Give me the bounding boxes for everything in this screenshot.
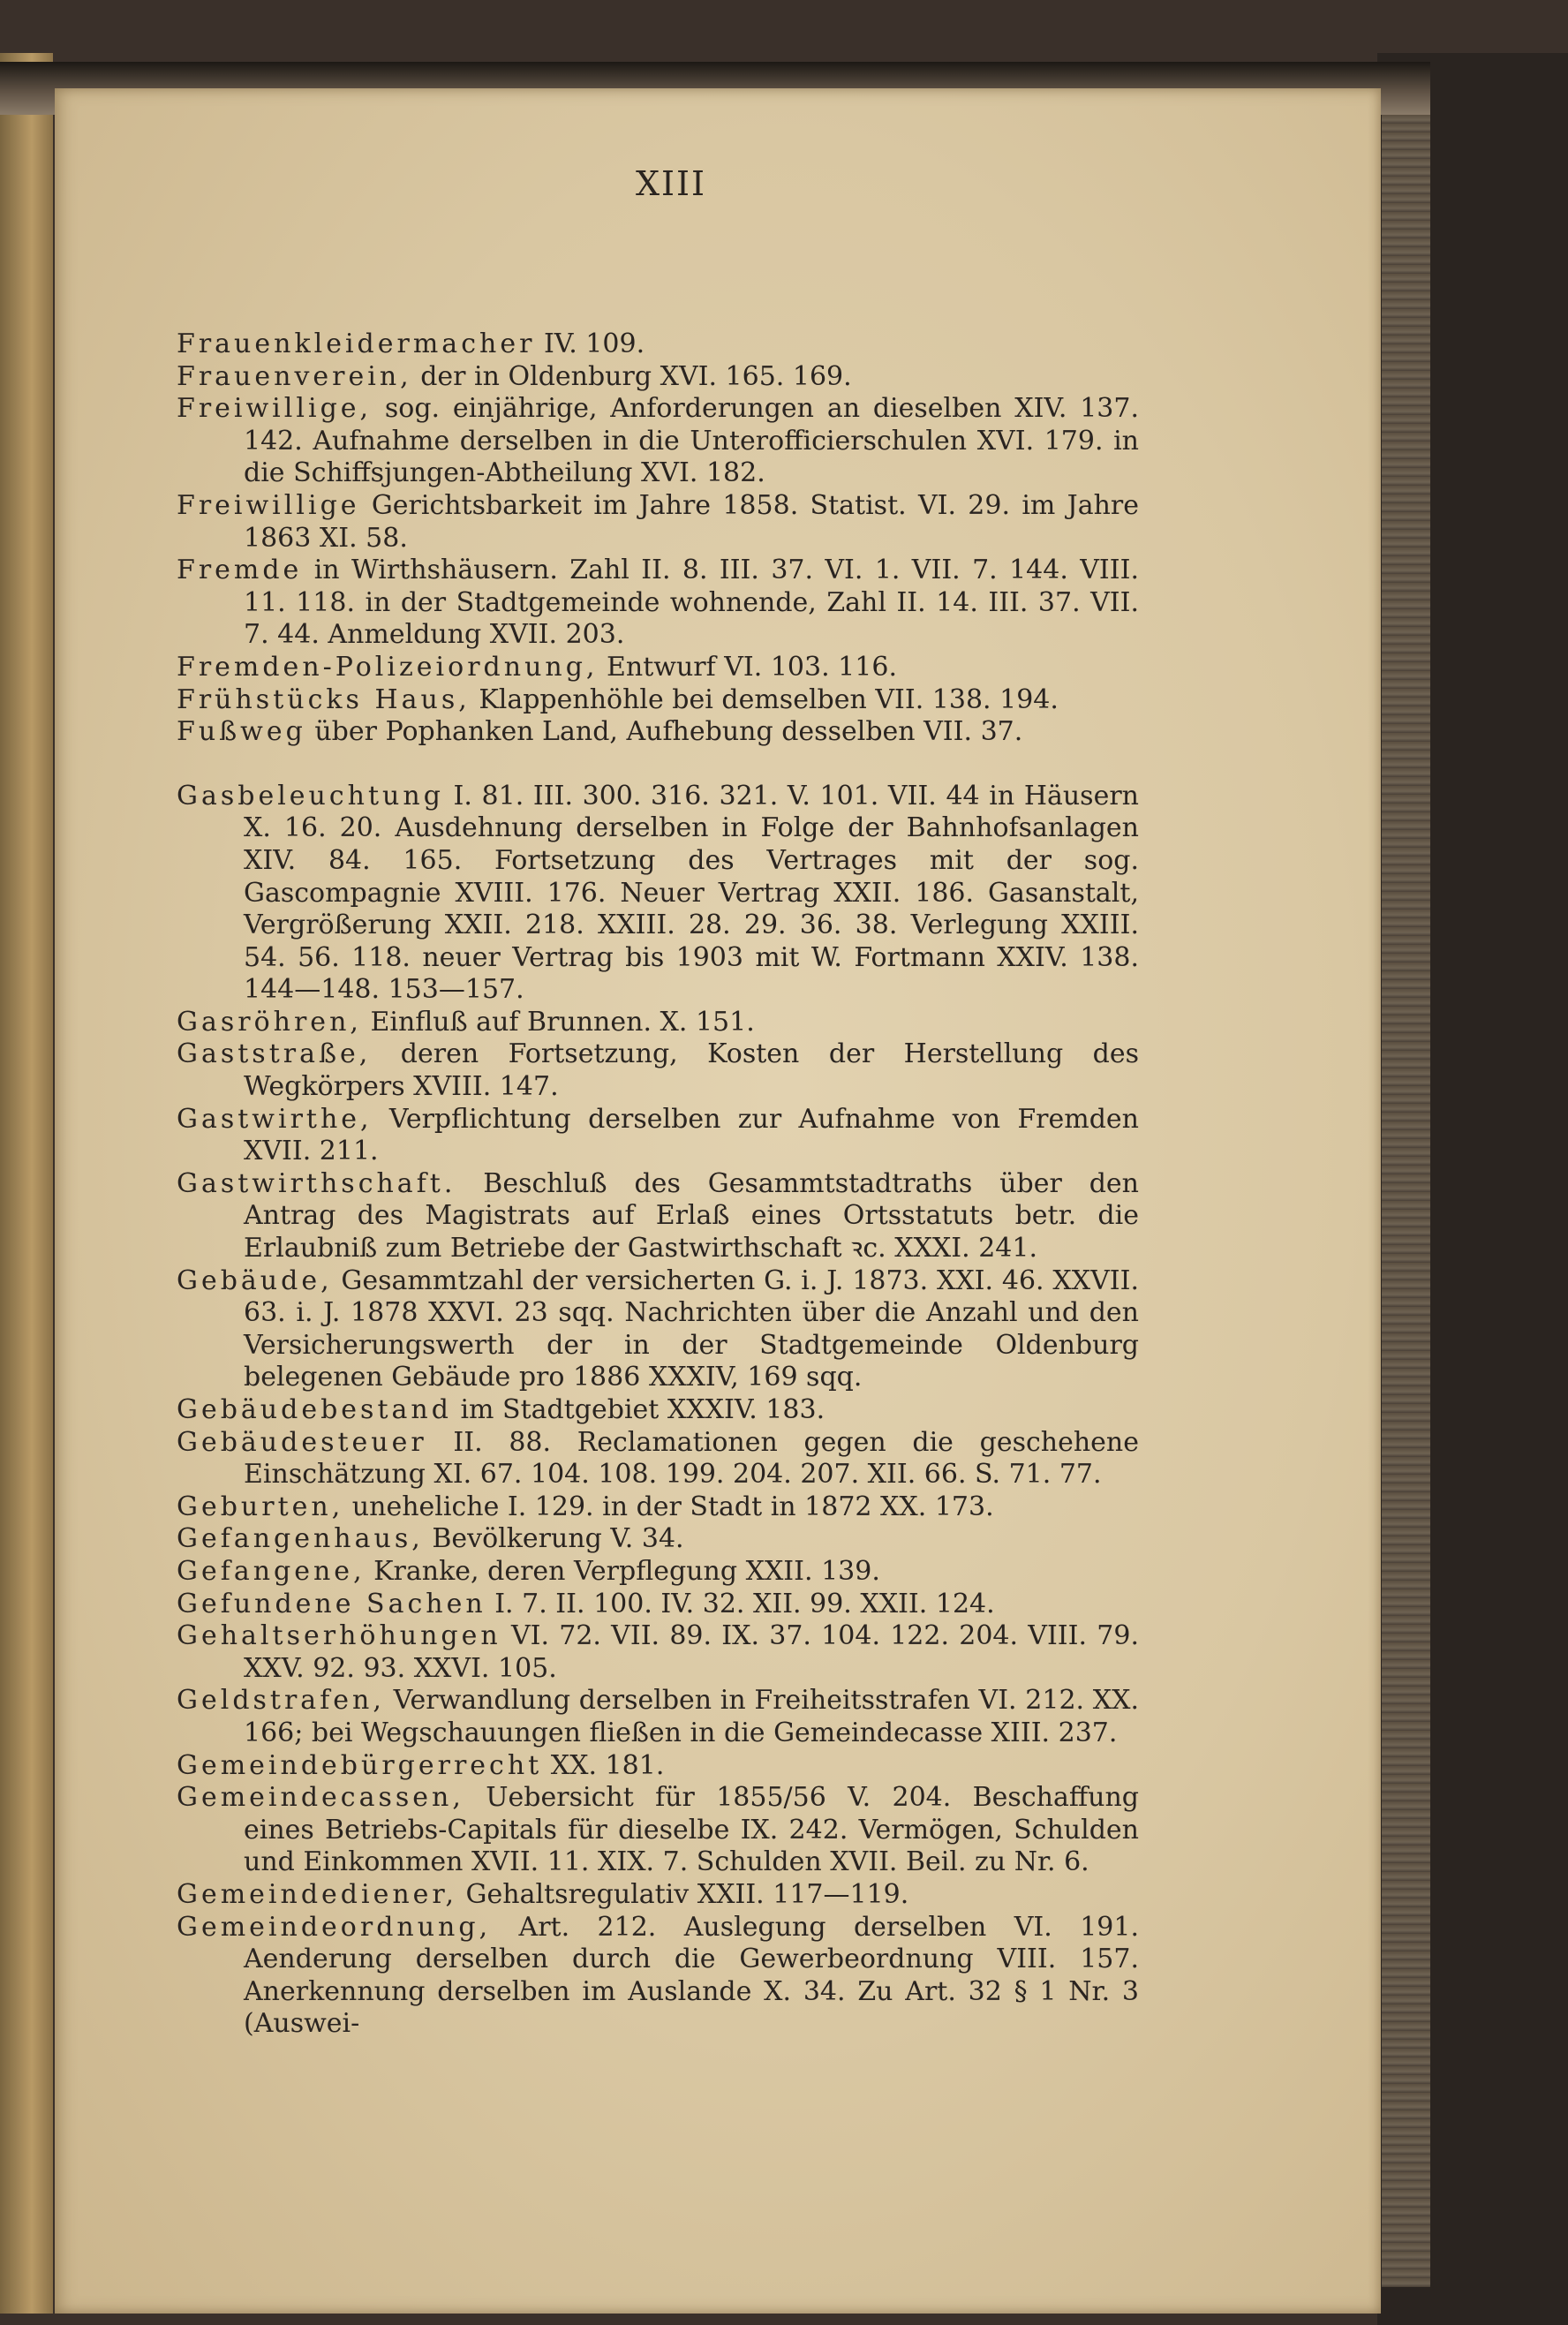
index-entry (177, 1394, 1139, 1427)
index-entry (177, 490, 1139, 555)
entry-headword: Gefundene Sachen (177, 1588, 486, 1619)
entry-references: uneheliche I. 129. in der Stadt in 1872 XX. 173. (343, 1491, 994, 1522)
entry-references: Gesammtzahl der versicherten G. i. J. 1873. XXI. 46. XXVII. 63. i. J. 1878 XXVI. 23 sqq. Nachrichten über die Anzahl und den Versicherungswerth der in der Stadtgemeinde Oldenburg belegenen Gebäude pro 1886 XXXIV, 169 sqq. (244, 1264, 1139, 1393)
entry-references: Beschluß des Gesammtstadtraths über den Antrag des Magistrats auf Erlaß eines Ortsstatuts betr. die Erlaubniß zum Betriebe der Gastwirthschaft ꝛc. XXXI. 241. (244, 1167, 1139, 1264)
entry-references: sog. einjährige, Anforderungen an dieselben XIV. 137. 142. Aufnahme derselben in die Unterofficierschulen XVI. 179. in die Schiffsjungen-Abtheilung XVI. 182. (244, 393, 1139, 489)
index-entry (177, 1007, 1139, 1039)
index-entry (177, 1589, 1139, 1621)
entry-references: Kranke, deren Verpflegung XXII. 139. (365, 1555, 880, 1587)
index-entry (177, 1427, 1139, 1491)
index-entry (177, 684, 1139, 717)
index-entry (177, 652, 1139, 684)
index-entry (177, 1685, 1139, 1749)
entry-headword: Gemeindebürgerrecht (177, 1749, 543, 1781)
entry-headword: Frauenkleidermacher (177, 328, 536, 359)
index-entry (177, 1168, 1139, 1265)
index-entries (177, 328, 1139, 2041)
index-group-g (177, 781, 1139, 2041)
entry-references: IV. 109. (535, 328, 645, 359)
entry-headword: Gemeindediener, (177, 1878, 458, 1910)
page-number: XIII (635, 164, 707, 203)
entry-references: Gerichtsbarkeit im Jahre 1858. Statist. VI. 29. im Jahre 1863 XI. 58. (244, 489, 1139, 554)
entry-headword: Frauenverein, (177, 360, 412, 392)
index-entry (177, 1879, 1139, 1912)
group-separator (177, 749, 1139, 781)
entry-references: über Pophanken Land, Aufhebung desselben VII. 37. (305, 716, 1023, 748)
index-entry (177, 361, 1139, 394)
entry-references: Einfluß auf Brunnen. X. 151. (361, 1006, 755, 1038)
index-entry (177, 1104, 1139, 1168)
entry-headword: Fußweg (177, 716, 306, 748)
entry-headword: Frühstücks Haus, (177, 683, 471, 715)
entry-headword: Gebäude, (177, 1264, 333, 1296)
index-entry (177, 555, 1139, 652)
entry-headword: Gastwirthe, (177, 1103, 373, 1135)
entry-references: Verpflichtung derselben zur Aufnahme von Fremden XVII. 211. (244, 1103, 1139, 1167)
left-page-edge (0, 53, 53, 2314)
entry-references: VI. 72. VII. 89. IX. 37. 104. 122. 204. VIII. 79. XXV. 92. 93. XXVI. 105. (244, 1620, 1139, 1684)
entry-references: Bevölkerung V. 34. (423, 1523, 684, 1555)
entry-references: in Wirthshäusern. Zahl II. 8. III. 37. VI. 1. VII. 7. 144. VIII. 11. 118. in der Stadtgemeinde wohnende, Zahl II. 14. III. 37. VII. 7. 44. Anmeldung XVII. 203. (244, 555, 1139, 651)
index-entry (177, 328, 1139, 361)
entry-headword: Gefangene, (177, 1555, 366, 1587)
entry-headword: Gaststraße, (177, 1038, 372, 1070)
index-entry (177, 1523, 1139, 1556)
entry-headword: Freiwillige (177, 489, 360, 521)
entry-references: II. 88. Reclamationen gegen die geschehene Einschätzung XI. 67. 104. 108. 199. 204. 207. XII. 66. S. 71. 77. (244, 1426, 1139, 1491)
index-group-f (177, 328, 1139, 749)
entry-references: Klappenhöhle bei demselben VII. 138. 194. (470, 683, 1059, 715)
entry-headword: Fremde (177, 555, 303, 586)
entry-references: Gehaltsregulativ XXII. 117—119. (457, 1878, 909, 1910)
entry-references: XX. 181. (542, 1749, 665, 1781)
entry-headword: Gasbeleuchtung (177, 780, 444, 811)
entry-references: Verwandlung derselben in Freiheitsstrafen VI. 212. XX. 166; bei Wegschauungen fließen in die Gemeindecasse XIII. 237. (244, 1685, 1139, 1748)
entry-headword: Gefangenhaus, (177, 1523, 424, 1555)
entry-headword: Geldstrafen, (177, 1685, 385, 1717)
index-entry (177, 1265, 1139, 1394)
entry-headword: Gebäudebestand (177, 1394, 452, 1425)
index-entry (177, 1620, 1139, 1685)
index-entry (177, 1912, 1139, 2041)
entry-headword: Geburten, (177, 1491, 344, 1522)
index-entry (177, 393, 1139, 490)
entry-references: deren Fortsetzung, Kosten der Herstellung des Wegkörpers XVIII. 147. (244, 1038, 1139, 1103)
entry-references: Entwurf VI. 103. 116. (598, 651, 897, 683)
entry-headword: Gehaltserhöhungen (177, 1620, 501, 1652)
entry-headword: Fremden-Polizeiordnung, (177, 651, 599, 683)
entry-references: der in Oldenburg XVI. 165. 169. (411, 360, 852, 392)
book-spine-edge (1382, 97, 1430, 2287)
entry-headword: Gasröhren, (177, 1006, 362, 1038)
entry-references: Art. 212. Auslegung derselben VI. 191. Aenderung derselben durch die Gewerbeordnung VIII. 157. Anerkennung derselben im Auslande X. 34. Zu Art. 32 § 1 Nr. 3 (Auswei- (244, 1911, 1139, 2040)
index-entry (177, 1750, 1139, 1783)
entry-headword: Gebäudesteuer (177, 1426, 427, 1458)
entry-headword: Gemeindecassen, (177, 1782, 464, 1814)
index-entry (177, 1556, 1139, 1589)
index-entry (177, 1491, 1139, 1524)
entry-headword: Freiwillige, (177, 393, 373, 425)
entry-headword: Gemeindeordnung, (177, 1911, 492, 1943)
entry-references: I. 7. II. 100. IV. 32. XII. 99. XXII. 124. (486, 1588, 995, 1619)
entry-references: im Stadtgebiet XXXIV. 183. (451, 1394, 825, 1425)
index-entry (177, 716, 1139, 749)
index-entry (177, 781, 1139, 1007)
index-entry (177, 1038, 1139, 1103)
entry-headword: Gastwirthschaft. (177, 1167, 456, 1199)
entry-references: I. 81. III. 300. 316. 321. V. 101. VII. 44 in Häusern X. 16. 20. Ausdehnung derselben in Folge der Bahnhofsanlagen XIV. 84. 165. Fortsetzung des Vertrages mit der sog. Gascompagnie XVIII. 176. Neuer Vertrag XXII. 186. Gasanstalt, Vergrößerung XXII. 218. XXIII. 28. 29. 36. 38. Verlegung XXIII. 54. 56. 118. neuer Vertrag bis 1903 mit W. Fortmann XXIV. 138. 144—148. 153—157. (244, 780, 1139, 1006)
index-entry (177, 1782, 1139, 1879)
entry-references: Uebersicht für 1855/56 V. 204. Beschaffung eines Betriebs-Capitals für dieselbe IX. 242. Vermögen, Schulden und Einkommen XVII. 11. XIX. 7. Schulden XVII. Beil. zu Nr. 6. (244, 1782, 1139, 1878)
